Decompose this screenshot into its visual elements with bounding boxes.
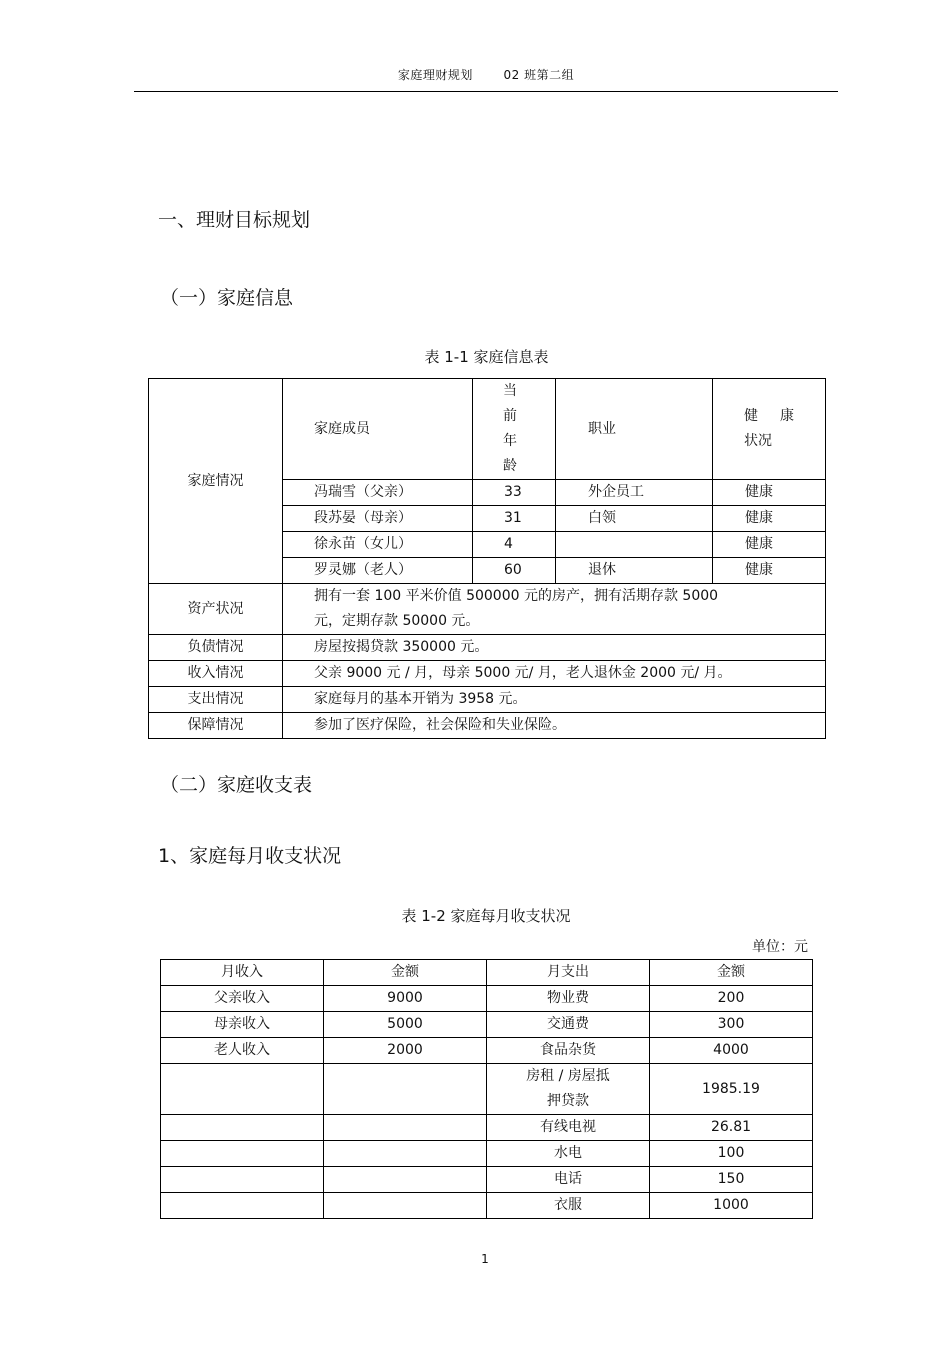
header-member: 家庭成员 xyxy=(283,379,473,480)
table-row xyxy=(161,1012,813,1038)
member-age: 4 xyxy=(473,532,556,558)
table-row xyxy=(161,1193,813,1219)
page-number: 1 xyxy=(481,1252,489,1266)
member-name: 罗灵娜（老人） xyxy=(283,558,473,584)
cell: 衣服 xyxy=(487,1193,650,1219)
cell xyxy=(324,1115,487,1141)
cell: 食品杂货 xyxy=(487,1038,650,1064)
table-row xyxy=(161,1167,813,1193)
cell xyxy=(324,1141,487,1167)
row-label: 收入情况 xyxy=(149,661,283,687)
cell xyxy=(161,1064,324,1115)
cell xyxy=(324,1193,487,1219)
section-heading-1: 一、理财目标规划 xyxy=(158,209,311,231)
member-age: 31 xyxy=(473,506,556,532)
row-content: 参加了医疗保险，社会保险和失业保险。 xyxy=(283,713,826,739)
member-health: 健康 xyxy=(713,532,826,558)
family-label-cell: 家庭情况 xyxy=(149,379,283,584)
member-job xyxy=(556,532,713,558)
cell: 300 xyxy=(650,1012,813,1038)
member-job: 白领 xyxy=(556,506,713,532)
member-name: 冯瑞雪（父亲） xyxy=(283,480,473,506)
member-job: 退休 xyxy=(556,558,713,584)
member-job: 外企员工 xyxy=(556,480,713,506)
cell xyxy=(161,1167,324,1193)
member-name: 徐永苗（女儿） xyxy=(283,532,473,558)
table-row xyxy=(161,1115,813,1141)
col-header: 金额 xyxy=(650,960,813,986)
row-label: 负债情况 xyxy=(149,635,283,661)
cell: 有线电视 xyxy=(487,1115,650,1141)
table-row xyxy=(161,1064,813,1115)
monthly-budget-table xyxy=(160,959,813,1219)
running-header xyxy=(134,66,838,83)
table-row xyxy=(149,635,826,661)
cell: 150 xyxy=(650,1167,813,1193)
member-health: 健康 xyxy=(713,506,826,532)
cell xyxy=(324,1167,487,1193)
table1-caption: 表 1-1 家庭信息表 xyxy=(424,348,549,366)
header-health: 健 康 状况 xyxy=(713,379,826,480)
row-label: 支出情况 xyxy=(149,687,283,713)
col-header: 月支出 xyxy=(487,960,650,986)
col-header: 月收入 xyxy=(161,960,324,986)
cell: 1000 xyxy=(650,1193,813,1219)
cell xyxy=(161,1193,324,1219)
table-header-row xyxy=(161,960,813,986)
cell: 父亲收入 xyxy=(161,986,324,1012)
col-header: 金额 xyxy=(324,960,487,986)
cell: 母亲收入 xyxy=(161,1012,324,1038)
section-heading-1-2: （二）家庭收支表 xyxy=(160,774,313,796)
cell xyxy=(324,1064,487,1115)
section-heading-1-1: （一）家庭信息 xyxy=(160,287,294,309)
row-label: 资产状况 xyxy=(149,584,283,635)
member-health: 健康 xyxy=(713,558,826,584)
row-content: 家庭每月的基本开销为 3958 元。 xyxy=(283,687,826,713)
unit-label: 单位：元 xyxy=(752,939,808,955)
table-row xyxy=(149,687,826,713)
member-age: 33 xyxy=(473,480,556,506)
cell: 9000 xyxy=(324,986,487,1012)
cell: 物业费 xyxy=(487,986,650,1012)
cell: 200 xyxy=(650,986,813,1012)
member-health: 健康 xyxy=(713,480,826,506)
header-group: 02 班第二组 xyxy=(503,68,575,82)
cell: 4000 xyxy=(650,1038,813,1064)
header-age: 当 前 年 龄 xyxy=(473,379,556,480)
row-content: 房屋按揭贷款 350000 元。 xyxy=(283,635,826,661)
cell: 交通费 xyxy=(487,1012,650,1038)
row-label: 保障情况 xyxy=(149,713,283,739)
cell xyxy=(161,1115,324,1141)
cell: 房租 / 房屋抵 押贷款 xyxy=(487,1064,650,1115)
cell: 2000 xyxy=(324,1038,487,1064)
cell: 5000 xyxy=(324,1012,487,1038)
header-title: 家庭理财规划 xyxy=(397,68,473,82)
table-row xyxy=(149,713,826,739)
header-job: 职业 xyxy=(556,379,713,480)
family-info-table xyxy=(148,378,826,739)
table-row xyxy=(149,661,826,687)
cell: 1985.19 xyxy=(650,1064,813,1115)
cell: 老人收入 xyxy=(161,1038,324,1064)
section-heading-1-2-1: 1、家庭每月收支状况 xyxy=(158,845,342,867)
table-row xyxy=(149,379,826,480)
table-row xyxy=(161,1038,813,1064)
cell: 水电 xyxy=(487,1141,650,1167)
cell xyxy=(161,1141,324,1167)
cell: 26.81 xyxy=(650,1115,813,1141)
cell: 100 xyxy=(650,1141,813,1167)
member-age: 60 xyxy=(473,558,556,584)
table-row xyxy=(149,584,826,635)
member-name: 段苏晏（母亲） xyxy=(283,506,473,532)
table-row xyxy=(161,1141,813,1167)
table-row xyxy=(161,986,813,1012)
table2-caption: 表 1-2 家庭每月收支状况 xyxy=(401,907,571,925)
row-content: 拥有一套 100 平米价值 500000 元的房产，拥有活期存款 5000 元，定期存款 50000 元。 xyxy=(283,584,826,635)
row-content: 父亲 9000 元 / 月，母亲 5000 元/ 月，老人退休金 2000 元/ 月。 xyxy=(283,661,826,687)
cell: 电话 xyxy=(487,1167,650,1193)
header-rule xyxy=(134,91,838,92)
